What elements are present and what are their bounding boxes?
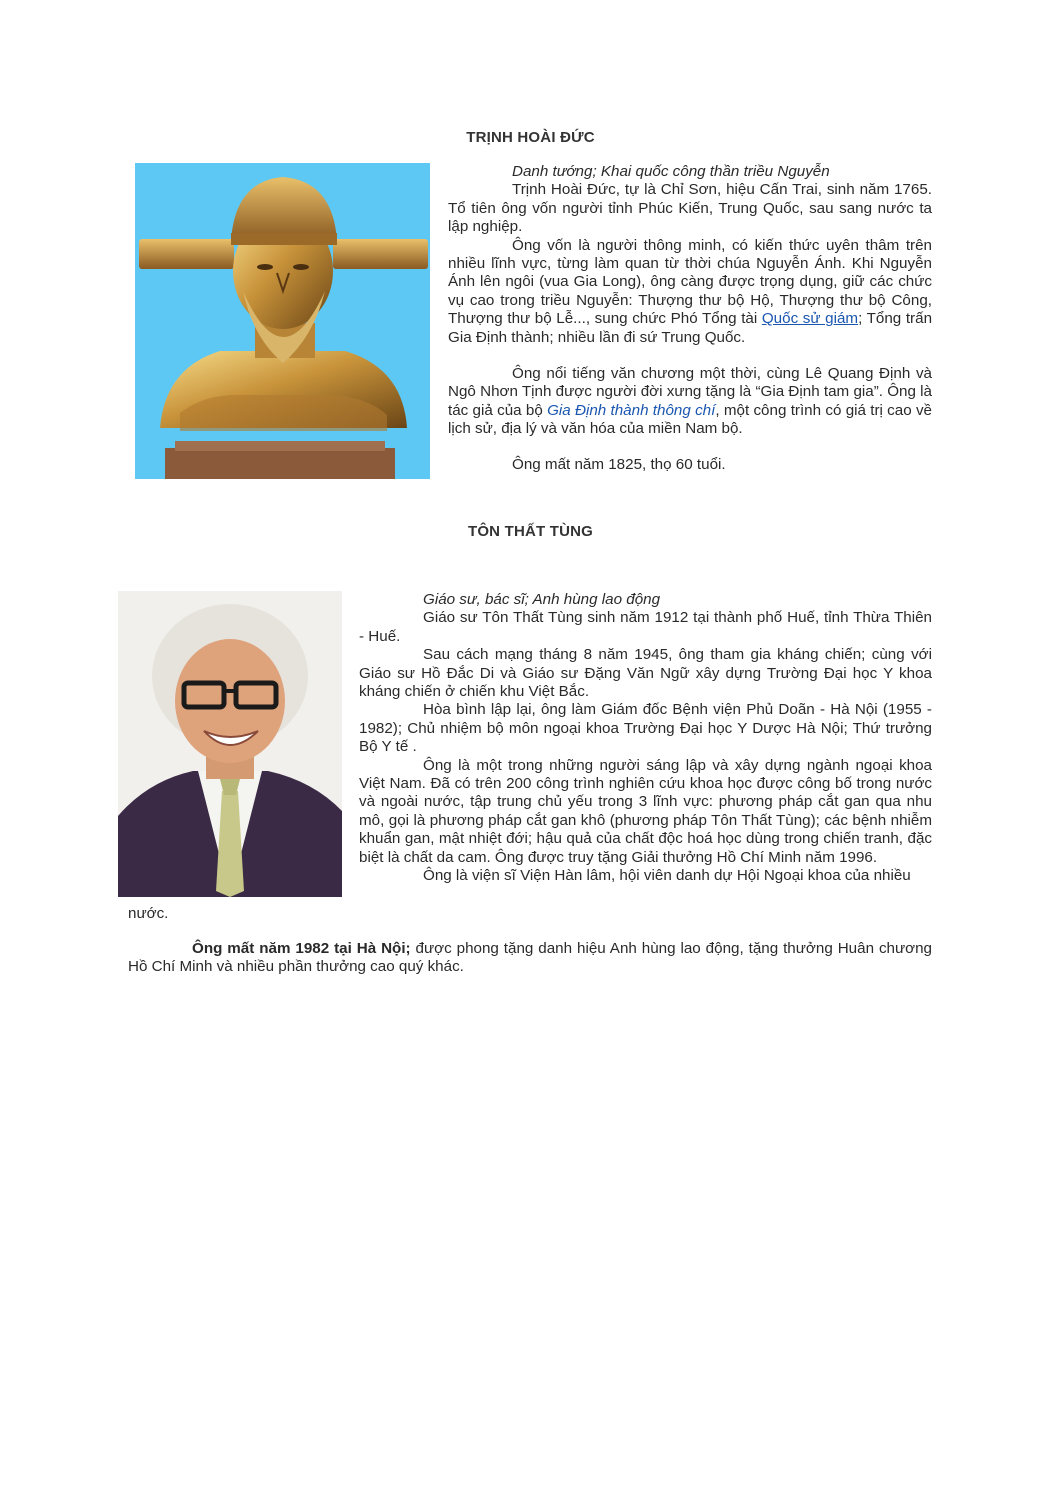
section2-paragraph-5-end: nước. [128,905,169,922]
bust-portrait-image [135,163,430,479]
section2-paragraph-3: Hòa bình lập lại, ông làm Giám đốc Bệnh viện Phủ Doãn - Hà Nội (1955 - 1982); Chủ nhiệm bộ môn ngoại khoa Trường Đại học Y Dược Hà Nội; Thứ trưởng Bộ Y tế . [359,701,932,756]
professor-portrait-photo [118,591,342,897]
section1-paragraph-3-end: , một công trình có giá trị cao về lịch sử, địa lý và văn hóa của miền Nam bộ. [448,401,932,438]
section-title-trinh-hoai-duc: TRỊNH HOÀI ĐỨC [466,129,595,146]
section1-paragraph-3 [448,365,932,439]
section2-text [359,591,932,886]
section1-paragraph-2-end: ; Tổng trấn Gia Định thành; nhiều lần đi sứ Trung Quốc. [448,310,933,346]
honors-statement: được phong tặng danh hiệu Anh hùng lao động, tặng thưởng Huân chương Hồ Chí Minh và nhiều phần thưởng cao quý khác. [128,940,932,976]
section-title-ton-that-tung: TÔN THẤT TÙNG [467,523,594,540]
section2-paragraph-6 [128,940,932,977]
section1-paragraph-1: Trịnh Hoài Đức, tự là Chỉ Sơn, hiệu Cấn Trai, sinh năm 1765. Tổ tiên ông vốn người tỉnh Phúc Kiến, Trung Quốc, sau sang nước ta lập nghiệp. [448,181,932,236]
section2-paragraph-4: Ông là một trong những người sáng lập và xây dựng ngành ngoại khoa Việt Nam. Đã có trên 200 công trình nghiên cứu khoa học được công bố trong nước và ngoài nước, tập trung chủ yếu trong 3 lĩnh vực: phương pháp cắt gan qua nhu mô, gọi là phương pháp cắt gan khô (phương pháp Tôn Thất Tùng); các bệnh nhiễm khuẩn gan, mật nhiệt đới; hậu quả của chất độc hoá học dùng trong chiến tranh, đặc biệt là chất da cam. Ông được truy tặng Giải thưởng Hồ Chí Minh năm 1996. [359,756,932,866]
section2-subtitle: Giáo sư, bác sĩ; Anh hùng lao động [423,591,661,608]
section1-paragraph-3-text: Ông nổi tiếng văn chương một thời, cùng Lê Quang Định và Ngô Nhơn Tịnh được người đời xưng tặng là “Gia Định tam gia”. Ông là tác giả của bộ [448,365,932,419]
section2-paragraph-5: Ông là viện sĩ Viện Hàn lâm, hội viên danh dự Hội Ngoại khoa của nhiều [423,867,911,885]
section1-text [448,163,932,474]
gia-dinh-thanh-thong-chi-link[interactable]: Gia Định thành thông chí [547,401,716,419]
section2-paragraph-1: Giáo sư Tôn Thất Tùng sinh năm 1912 tại thành phố Huế, tỉnh Thừa Thiên - Huế. [359,609,932,645]
section1-paragraph-2-text: Ông vốn là người thông minh, có kiến thức uyên thâm trên nhiều lĩnh vực, từng làm quan từ thời chúa Nguyễn Ánh. Khi Nguyễn Ánh lên ngôi (vua Gia Long), ông càng được trọng dụng, giữ các chức vụ cao trong triều Nguyễn: Thượng thư bộ Hộ, Thượng thư bộ Công, Thượng thư bộ Lễ..., sung chức Phó Tổng tài [448,236,932,328]
section1-paragraph-4: Ông mất năm 1825, thọ 60 tuổi. [512,455,726,473]
death-statement-bold: Ông mất năm 1982 tại Hà Nội; [192,940,411,957]
section2-paragraph-2: Sau cách mạng tháng 8 năm 1945, ông tham gia kháng chiến; cùng với Giáo sư Hồ Đắc Di và Giáo sư Đặng Văn Ngữ xây dựng Trường Đại học Y khoa kháng chiến ở chiến khu Việt Bắc. [359,646,932,701]
quoc-su-giam-link[interactable]: Quốc sử giám [761,310,859,328]
section1-subtitle: Danh tướng; Khai quốc công thần triều Nguyễn [512,163,830,180]
section1-paragraph-2 [448,237,932,347]
